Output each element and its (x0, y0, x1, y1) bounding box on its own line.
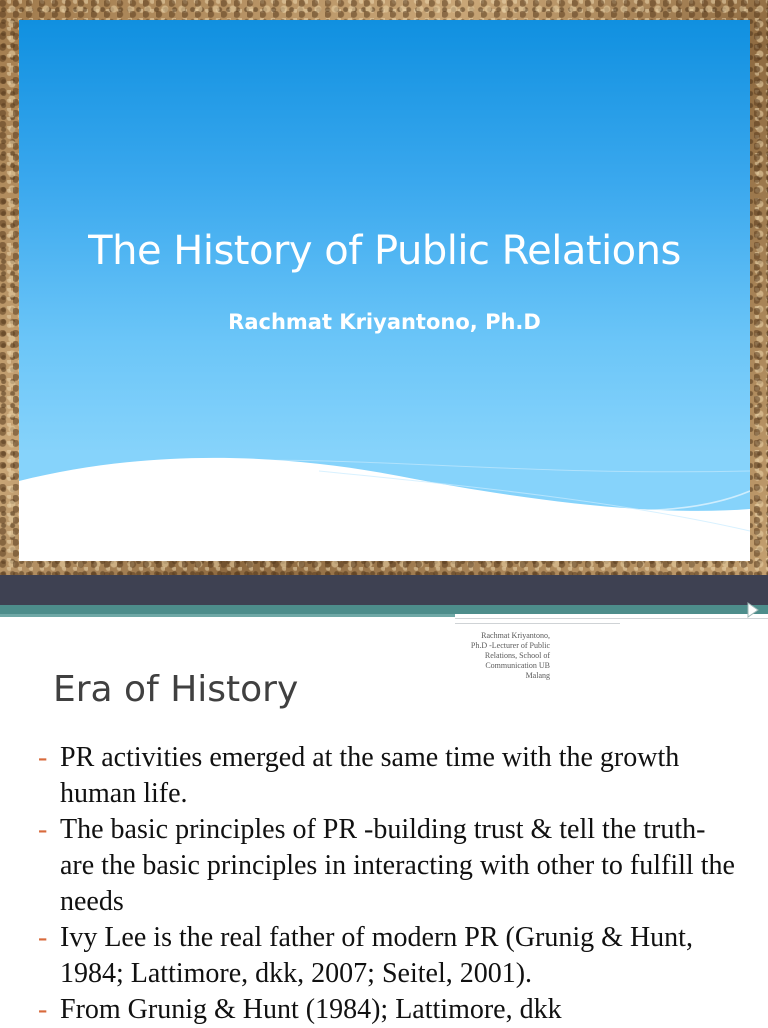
caption-line: Ph.D -Lecturer of Public (470, 641, 550, 650)
bullet-text: The basic principles of PR -building trust & tell the truth- are the basic principles in interacting with other to fulfill the needs (60, 814, 735, 917)
bullet-list (38, 740, 738, 1028)
caption-line: Relations, School of (484, 651, 550, 660)
header-bar-teal (0, 605, 768, 614)
bullet-item (38, 740, 738, 812)
caption-line: Communication UB (485, 661, 550, 670)
bullet-text: PR activities emerged at the same time with the growth human life. (60, 742, 680, 809)
bullet-dash: - (38, 742, 48, 773)
bullet-dash: - (38, 922, 48, 953)
bullet-text: From Grunig & Hunt (1984); Lattimore, dkk (60, 994, 562, 1025)
caption-line: Rachmat Kriyantono, (481, 631, 550, 640)
title-slide-panel (19, 20, 750, 561)
bullet-dash: - (38, 994, 48, 1025)
content-slide (0, 575, 768, 1024)
slide-subtitle: Rachmat Kriyantono, Ph.D (228, 310, 541, 334)
header-bar-dark (0, 575, 768, 605)
caption-line: Malang (525, 671, 550, 680)
bullet-dash: - (38, 814, 48, 845)
bullet-item (38, 812, 738, 920)
slide-title: The History of Public Relations (88, 228, 681, 274)
arrow-icon (744, 601, 768, 619)
bullet-item (38, 992, 738, 1028)
bullet-text: Ivy Lee is the real father of modern PR (Grunig & Hunt, 1984; Lattimore, dkk, 2007; Seitel, 2001). (60, 922, 693, 989)
wave-decoration (19, 431, 750, 561)
bullet-item (38, 920, 738, 992)
section-title: Era of History (53, 669, 299, 710)
author-caption (440, 631, 550, 681)
tab-decoration (455, 614, 768, 630)
